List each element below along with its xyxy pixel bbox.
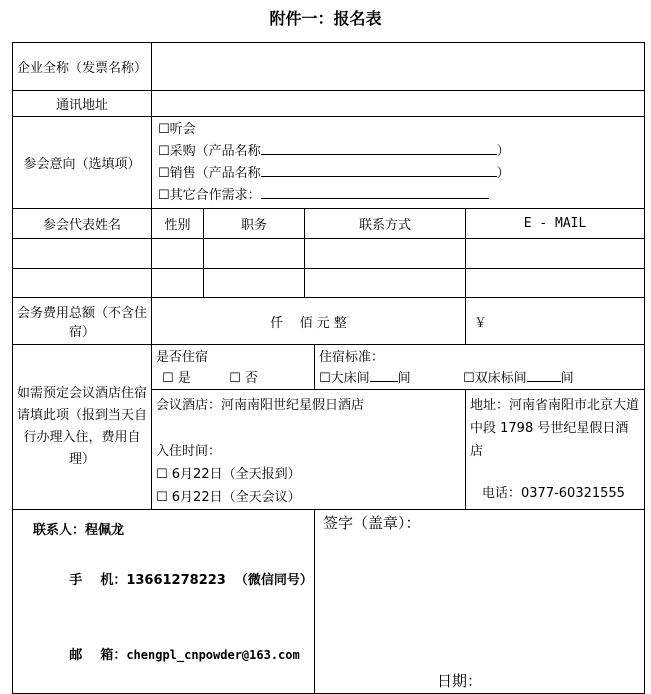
hotel-label: 如需预定会议酒店住宿请填此项（报到当天自行办理入住，费用自理）: [13, 345, 152, 510]
other-needs-input[interactable]: [261, 186, 489, 199]
big-bed-count-input[interactable]: [370, 369, 398, 382]
rep-position-header: 职务: [204, 209, 305, 239]
intent-option-other[interactable]: ☐其它合作需求：: [158, 185, 640, 207]
checkin-date-option-2[interactable]: ☐ 6月22日（全天会议）: [156, 490, 301, 505]
intent-option-purchase[interactable]: ☐采购（产品名称 ）: [158, 143, 510, 159]
contact-email-row: 邮 箱：chengpl_cnpowder@163.com: [69, 648, 300, 663]
stay-question: 是否住宿: [156, 350, 209, 365]
checkbox-icon: ☐: [158, 187, 170, 203]
stay-no-checkbox[interactable]: ☐ 否: [229, 371, 258, 386]
rep-gender-cell[interactable]: [152, 239, 204, 269]
rep-email-header: E - MAIL: [466, 209, 645, 239]
company-field[interactable]: [152, 43, 645, 91]
rep-name-cell[interactable]: [13, 269, 152, 298]
twin-bed-count-input[interactable]: [527, 369, 561, 382]
hotel-address: 地址：河南省南阳市北京大道中段 1798 号世纪星假日酒店: [470, 398, 640, 459]
intent-option-sales[interactable]: ☐销售（产品名称 ）: [158, 165, 510, 181]
rep-contact-cell[interactable]: [305, 239, 466, 269]
rep-gender-header: 性别: [152, 209, 204, 239]
rep-contact-header: 联系方式: [305, 209, 466, 239]
hotel-phone: 电话：0377-60321555: [482, 486, 625, 501]
address-label: 通讯地址: [13, 91, 152, 117]
address-field[interactable]: [152, 91, 645, 117]
signature-label: 签字（盖章）：: [323, 514, 421, 532]
date-label: 日期：: [437, 672, 483, 690]
checkin-date-option-1[interactable]: ☐ 6月22日（全天报到）: [156, 467, 301, 482]
fee-label: 会务费用总额（不含住宿）: [13, 298, 152, 345]
fee-amount-text[interactable]: 仟 佰 元 整: [152, 298, 466, 345]
company-label: 企业全称（发票名称）: [13, 43, 152, 91]
checkin-label: 入住时间：: [156, 444, 222, 459]
checkbox-icon: ☐: [158, 165, 170, 181]
rep-position-cell[interactable]: [204, 239, 305, 269]
contact-email[interactable]: chengpl_cnpowder@163.com: [126, 648, 300, 662]
fee-currency[interactable]: ￥: [466, 298, 645, 345]
twin-bed-checkbox[interactable]: ☐双床标间: [462, 371, 527, 386]
contact-person: 程佩龙: [85, 523, 125, 538]
intent-label: 参会意向（选填项）: [13, 117, 152, 209]
checkbox-icon: ☐: [158, 143, 170, 159]
big-bed-checkbox[interactable]: ☐大床间: [319, 371, 370, 386]
purchase-product-input[interactable]: [261, 142, 497, 155]
rep-email-cell[interactable]: [466, 269, 645, 298]
page-title: 附件一：报名表: [269, 9, 382, 28]
contact-phone-row: 手 机：13661278223 （微信同号）: [69, 573, 313, 588]
stay-yes-checkbox[interactable]: ☐ 是: [162, 371, 191, 386]
rep-gender-cell[interactable]: [152, 269, 204, 298]
hotel-name: 会议酒店：河南南阳世纪星假日酒店: [156, 398, 365, 413]
room-standard-label: 住宿标准：: [319, 350, 385, 365]
contact-person-row: 联系人：程佩龙: [33, 523, 125, 538]
rep-name-cell[interactable]: [13, 239, 152, 269]
intent-option-listen[interactable]: ☐听会: [158, 121, 196, 137]
rep-name-header: 参会代表姓名: [13, 209, 152, 239]
checkbox-icon: ☐: [158, 121, 170, 137]
rep-position-cell[interactable]: [204, 269, 305, 298]
registration-form-table: 企业全称（发票名称） 通讯地址 参会意向（选填项） ☐听会 ☐采购（产品名称 ） ☐销售（产品名称 ） ☐其它合作需求： 参会代表姓名 性别 职务 联系方式 E - MAIL 会务费用总额（不含住宿） 仟 佰 元 整 ￥ 如需预定会议酒店住宿请填此项（报到当天自行办理入住，费用自理） 是否住宿 ☐ 是 ☐ 否 住宿标准： ☐大床间 间 ☐双床标间 间 会议酒店：河南南阳世纪星假日酒店 入住时间： ☐ 6月22日（全天报到） ☐ 6月22日（全天会议） 地址：河南省南阳市北京大道中段 1798 号世纪星假日酒店 电话：0377-60321555 联系人：程佩龙 手 机：13661278223 （微信同号） 邮 箱：chengpl_cnpowder@163.com 签字（盖章）： 日期：: [12, 42, 645, 694]
contact-phone: 13661278223 （微信同号）: [126, 573, 313, 588]
rep-contact-cell[interactable]: [305, 269, 466, 298]
sales-product-input[interactable]: [261, 164, 497, 177]
rep-email-cell[interactable]: [466, 239, 645, 269]
